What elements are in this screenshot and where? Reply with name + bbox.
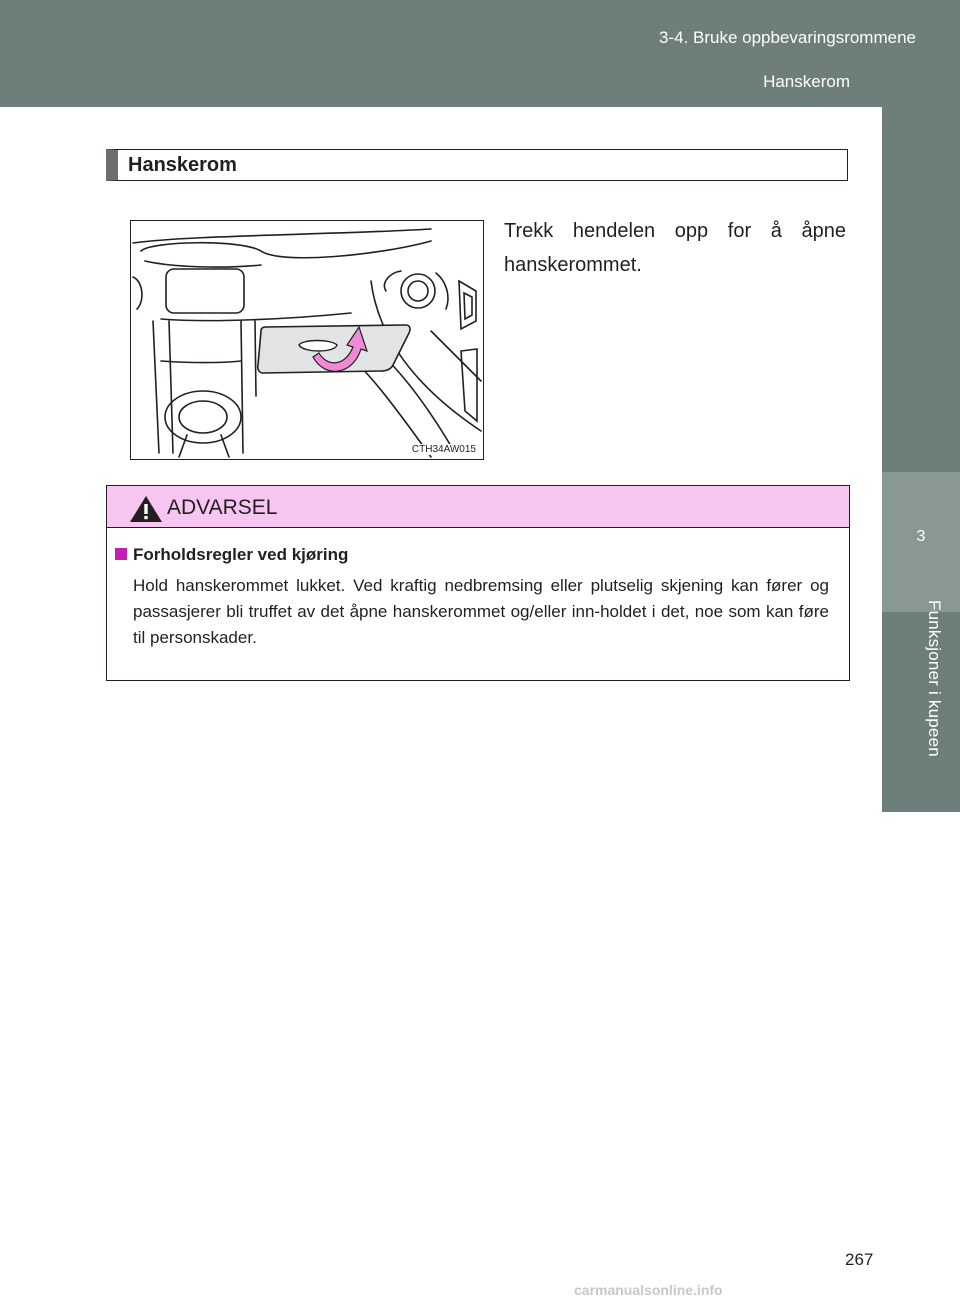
page-number: 267 <box>845 1250 874 1269</box>
section-title: Hanskerom <box>128 154 237 176</box>
warning-subheading-row <box>115 545 348 565</box>
figure-caption: CTH34AW015 <box>411 444 476 455</box>
warning-subheading: Forholdsregler ved kjøring <box>133 545 349 564</box>
dashboard-drawing <box>131 221 482 458</box>
glovebox-illustration <box>130 220 484 460</box>
header-topic-title: Hanskerom <box>763 72 850 91</box>
chapter-title: Funksjoner i kupeen <box>925 600 944 757</box>
warning-triangle-icon <box>129 494 163 524</box>
chapter-number: 3 <box>916 528 926 545</box>
warning-text: Hold hanskerommet lukket. Ved kraftig nedbremsing eller plutselig skjening kan fører og passasjerer bli truffet av det åpne hanskerommet og/eller inn-holdet i det, noe som kan føre til personskader. <box>133 576 829 647</box>
watermark: carmanualsonline.info <box>574 1282 723 1298</box>
warning-header <box>107 486 849 528</box>
instruction-text: Trekk hendelen opp for å åpne hanskerommet. <box>504 220 846 276</box>
warning-box <box>106 485 850 681</box>
chapter-tab <box>882 472 960 612</box>
header-band <box>0 0 960 107</box>
section-heading-box <box>106 149 848 181</box>
warning-title: ADVARSEL <box>167 496 278 519</box>
glovebox-lever <box>299 341 337 352</box>
square-bullet-icon <box>115 548 127 560</box>
header-section-title: 3-4. Bruke oppbevaringsrommene <box>658 28 916 47</box>
